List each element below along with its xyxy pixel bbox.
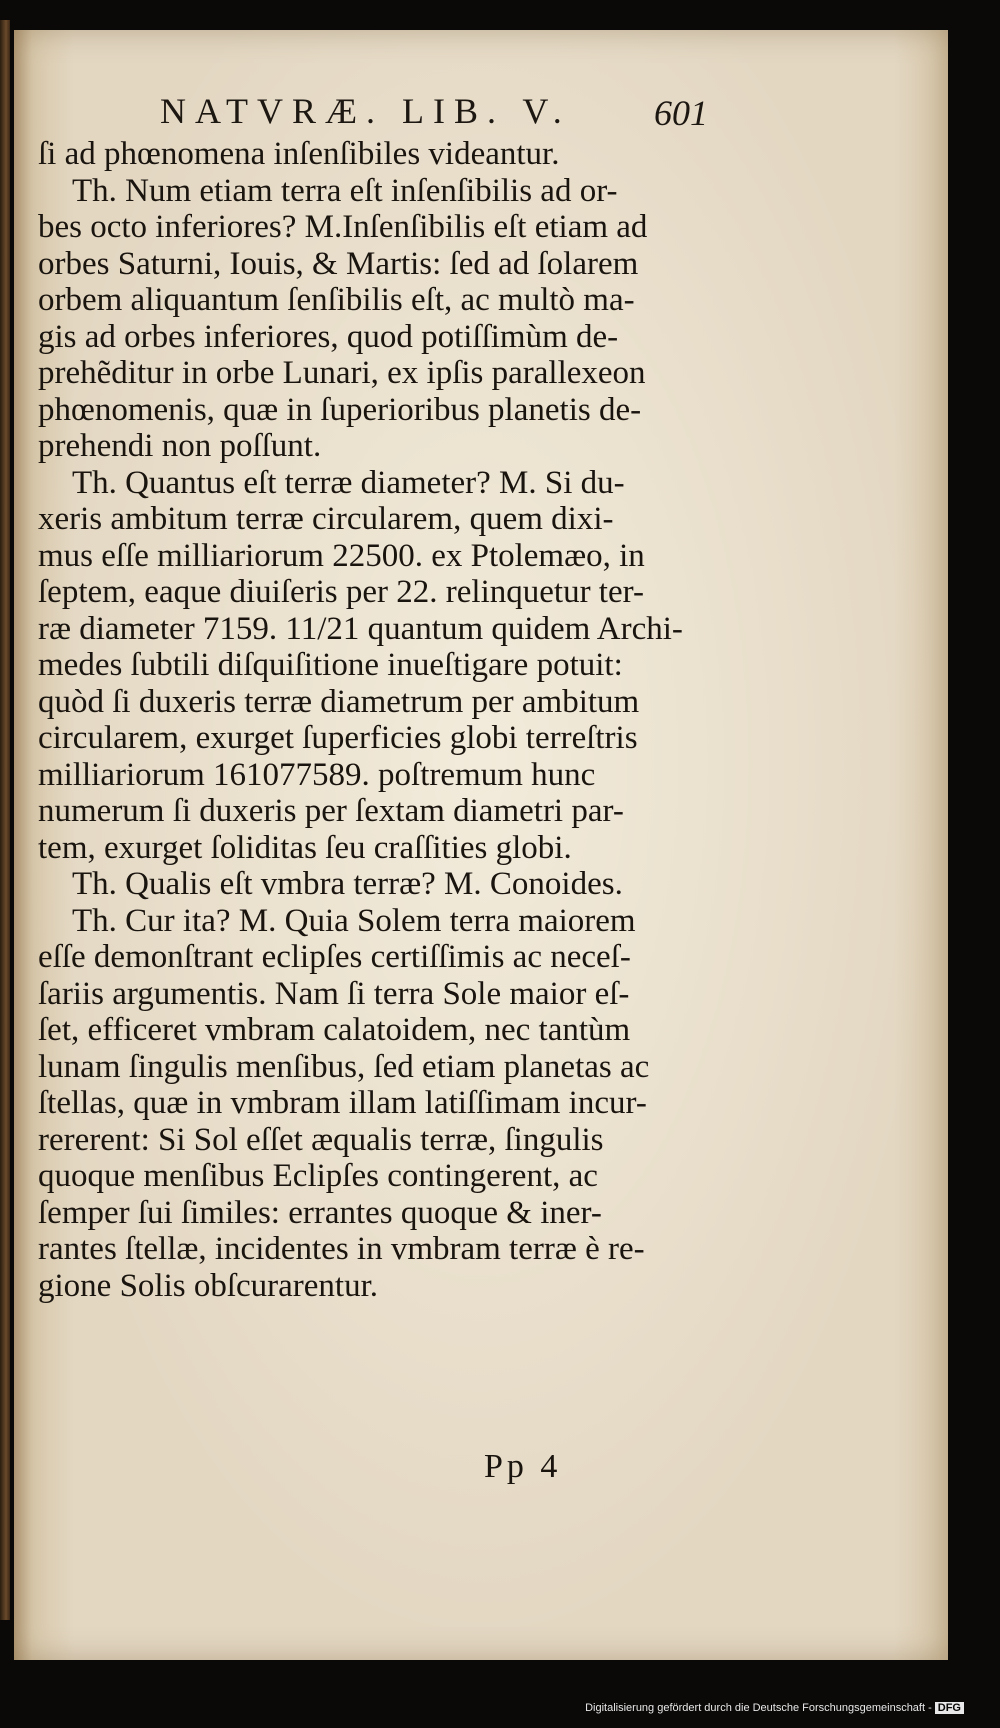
text-line: quòd ſi duxeris terræ diametrum per ambitum	[38, 683, 640, 720]
text-line: orbem aliquantum ſenſibilis eſt, ac multò ma-	[38, 282, 635, 318]
text-line: Th. Cur ita? M. Quia Solem terra maiorem	[72, 902, 636, 939]
text-line: quoque menſibus Eclipſes contingerent, ac	[38, 1158, 598, 1194]
text-line: ſemper ſui ſimiles: errantes quoque & iner-	[38, 1194, 602, 1231]
text-line: gione Solis obſcurarentur.	[38, 1267, 379, 1304]
text-line: prehendi non poſſunt.	[38, 428, 322, 464]
text-line: ſtellas, quæ in vmbram illam latiſſimam incur-	[38, 1085, 647, 1121]
text-line: numerum ſi duxeris per ſextam diametri par-	[38, 793, 624, 829]
dfg-logo: DFG	[935, 1702, 964, 1714]
catchword: Pp 4	[484, 1448, 562, 1485]
text-line: milliariorum 161077589. poſtremum hunc	[38, 756, 596, 793]
text-line: rererent: Si Sol eſſet æqualis terræ, ſingulis	[38, 1121, 604, 1158]
text-line: ſet, efficeret vmbram calatoidem, nec tantùm	[38, 1012, 631, 1048]
text-line: eſſe demonſtrant eclipſes certiſſimis ac neceſ-	[38, 939, 631, 975]
text-line: gis ad orbes inferiores, quod potiſſimùm de-	[38, 318, 619, 355]
text-line: lunam ſingulis menſibus, ſed etiam planetas ac	[38, 1048, 650, 1085]
text-line: ſeptem, eaque diuiſeris per 22. relinquetur ter-	[38, 574, 644, 610]
text-line: ſi ad phœnomena inſenſibiles videantur.	[38, 136, 560, 172]
text-line: ræ diameter 7159. 11/21 quantum quidem Archi-	[38, 610, 683, 647]
book-spine-edge	[0, 20, 10, 1620]
text-line: Th. Num etiam terra eſt inſenſibilis ad or-	[72, 172, 618, 209]
text-line: Th. Quantus eſt terræ diameter? M. Si du-	[72, 464, 625, 501]
body-text	[38, 136, 738, 1304]
text-line: ſariis argumentis. Nam ſi terra Sole maior eſ-	[38, 975, 630, 1012]
text-line: mus eſſe milliariorum 22500. ex Ptolemæo, in	[38, 537, 645, 574]
text-line: Th. Qualis eſt vmbra terræ? M. Conoides.	[72, 866, 623, 902]
text-line: orbes Saturni, Iouis, & Martis: ſed ad ſolarem	[38, 245, 639, 282]
digitization-credit	[585, 1702, 964, 1714]
text-line: circularem, exurget ſuperficies globi terreſtris	[38, 720, 638, 756]
credit-text: Digitalisierung gefördert durch die Deutsche Forschungsgemeinschaft -	[585, 1702, 932, 1714]
page-number: 601	[654, 93, 708, 133]
book-page	[14, 30, 948, 1660]
running-head: NATVRÆ. LIB. V.	[160, 91, 571, 131]
text-line: phœnomenis, quæ in ſuperioribus planetis de-	[38, 391, 642, 428]
text-line: xeris ambitum terræ circularem, quem dixi-	[38, 501, 614, 537]
text-line: prehẽditur in orbe Lunari, ex ipſis parallexeon	[38, 355, 646, 391]
text-line: rantes ſtellæ, incidentes in vmbram terræ è re-	[38, 1231, 645, 1267]
text-line: bes octo inferiores? M.Inſenſibilis eſt etiam ad	[38, 209, 648, 245]
text-line: tem, exurget ſoliditas ſeu craſſities globi.	[38, 829, 572, 866]
text-line: medes ſubtili diſquiſitione inueſtigare potuit:	[38, 647, 623, 683]
